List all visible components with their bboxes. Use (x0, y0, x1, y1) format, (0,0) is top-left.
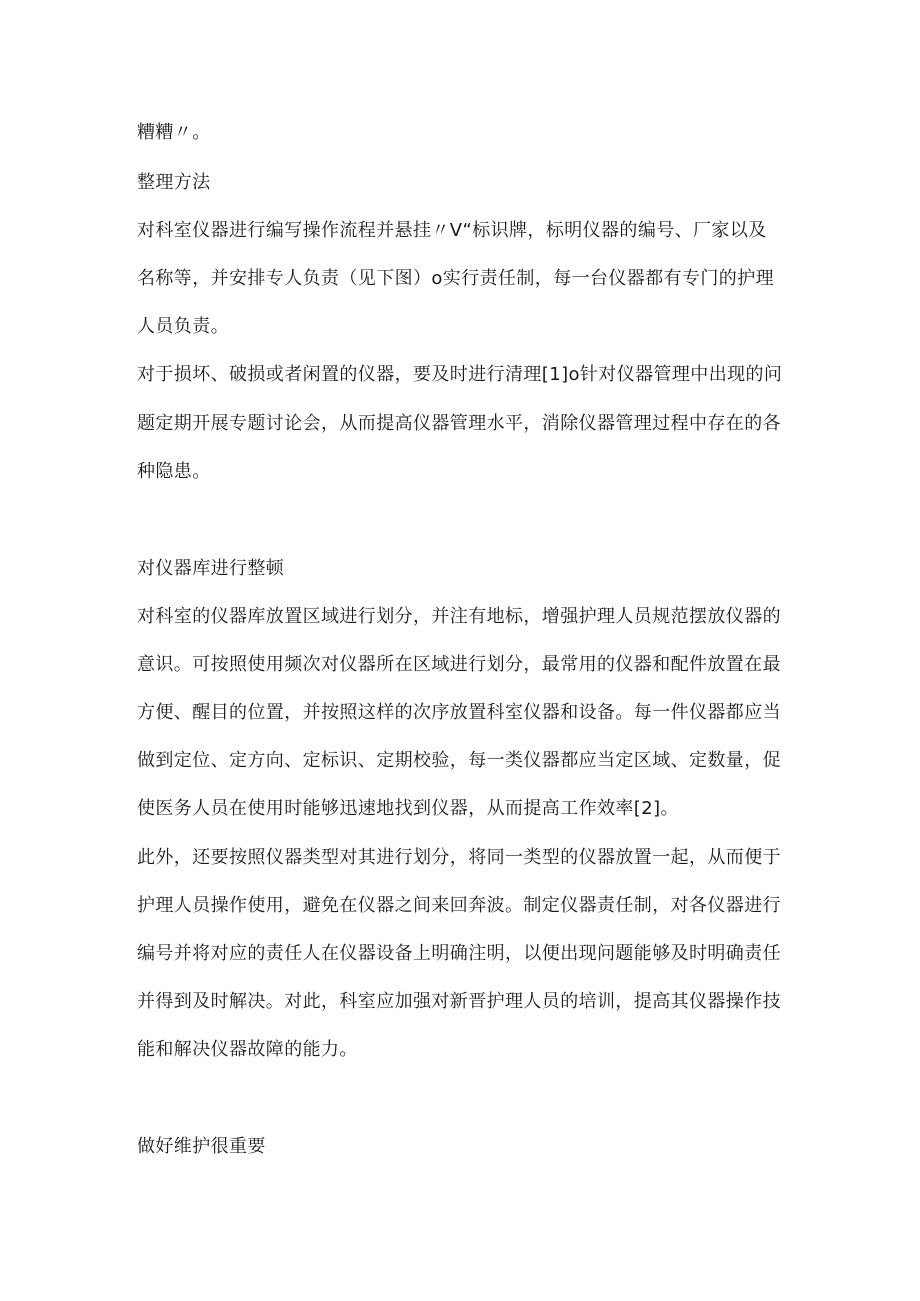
paragraph-line: 此外，还要按照仪器类型对其进行划分，将同一类型的仪器放置一起，从而便于 (137, 847, 781, 868)
paragraph-line: 并得到及时解决。对此，科室应加强对新晋护理人员的培训，提高其仪器操作技 (137, 991, 781, 1012)
paragraph-line: 护理人员操作使用，避免在仪器之间来回奔波。制定仪器责任制，对各仪器进行 (137, 895, 781, 916)
paragraph-line: 人员负责。 (137, 316, 229, 337)
paragraph-line: 使医务人员在使用时能够迅速地找到仪器，从而提高工作效率[2]。 (137, 798, 679, 819)
paragraph-line: 对于损坏、破损或者闲置的仪器，要及时进行清理[1]o针对仪器管理中出现的问 (137, 364, 783, 385)
paragraph-line: 编号并将对应的责任人在仪器设备上明确注明，以便出现问题能够及时明确责任 (137, 943, 781, 964)
paragraph-line: 对科室仪器进行编写操作流程并悬挂〃V“标识牌，标明仪器的编号、厂家以及 (137, 220, 767, 241)
section-heading-instrument-storage: 对仪器库进行整顿 (137, 558, 285, 579)
paragraph-line: 对科室的仪器库放置区域进行划分，并注有地标，增强护理人员规范摆放仪器的 (137, 606, 781, 627)
text-line-continuation: 糟糟〃。 (137, 122, 211, 143)
paragraph-line: 方便、醒目的位置，并按照这样的次序放置科室仪器和设备。每一件仪器都应当 (137, 702, 781, 723)
section-heading-maintenance: 做好维护很重要 (137, 1136, 266, 1157)
paragraph-line: 题定期开展专题讨论会，从而提高仪器管理水平，消除仪器管理过程中存在的各 (137, 413, 781, 434)
paragraph-line: 能和解决仪器故障的能力。 (137, 1039, 358, 1060)
section-heading-sorting-method: 整理方法 (137, 172, 211, 193)
paragraph-line: 意识。可按照使用频次对仪器所在区域进行划分，最常用的仪器和配件放置在最 (137, 654, 781, 675)
paragraph-line: 名称等，并安排专人负责（见下图）o实行责任制，每一台仪器都有专门的护理 (137, 268, 775, 289)
paragraph-line: 做到定位、定方向、定标识、定期校验，每一类仪器都应当定区域、定数量，促 (137, 750, 781, 771)
paragraph-line: 种隐患。 (137, 461, 211, 482)
